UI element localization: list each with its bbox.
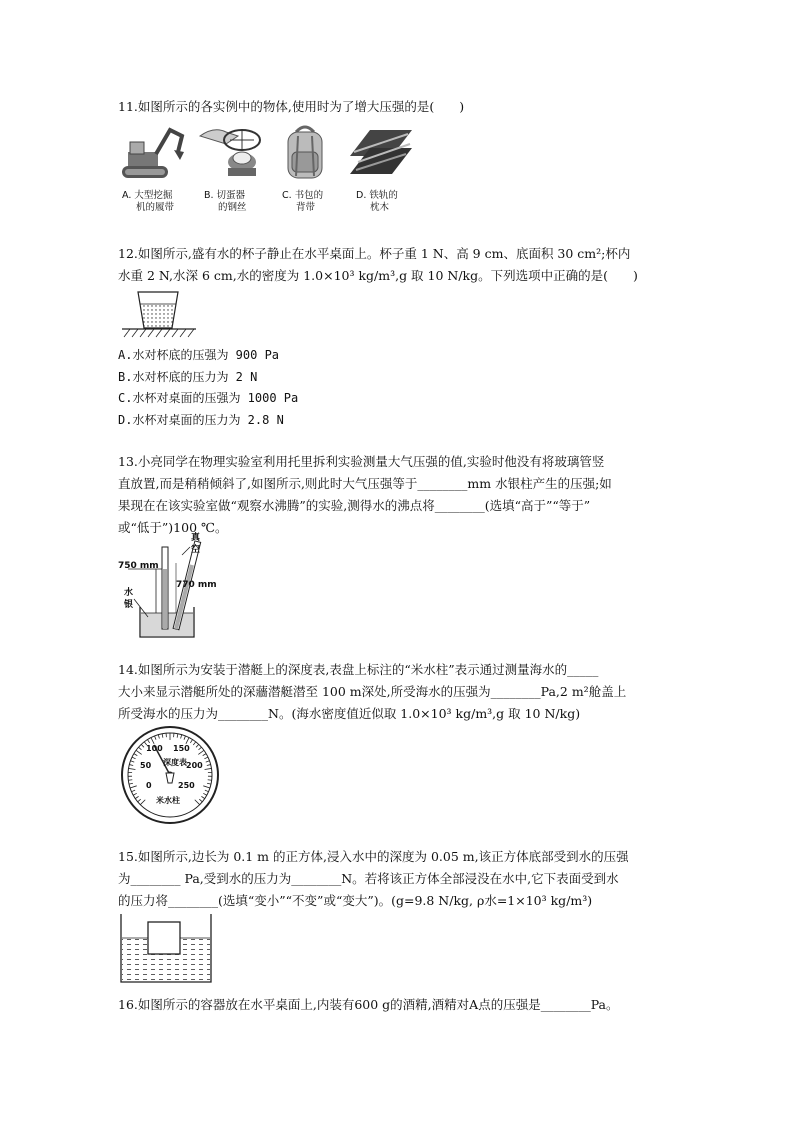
q15-line: 为________ Pa,受到水的压力为________N。若将该正方体全部浸没在水中,它下表面受到水: [118, 871, 619, 886]
gauge-tick-50: 50: [140, 761, 152, 770]
caption-line: C. 书包的: [282, 190, 324, 201]
q11-text: 11.如图所示的各实例中的物体,使用时为了增大压强的是( ): [118, 99, 465, 114]
q14-line: 14.如图所示为安装于潜艇上的深度表,表盘上标注的“米水柱”表示通过测量海水的_____: [118, 662, 599, 677]
gauge-tick-250: 250: [178, 781, 195, 790]
q12-text: [118, 243, 688, 287]
q12-option-c: C.水杯对桌面的压强为 1000 Pa: [118, 391, 299, 405]
gauge-unit-label: 米水柱: [156, 796, 180, 805]
q12-option-d: D.水杯对桌面的压力为 2.8 N: [118, 413, 284, 427]
q13-line: 13.小亮同学在物理实验室利用托里拆利实验测量大气压强的值,实验时他没有将玻璃管竖: [118, 454, 605, 469]
q14-line: 大小来显示潜艇所处的深蘠潜艇潜至 100 m深处,所受海水的压强为________Pa,2 m²舱盖上: [118, 684, 627, 699]
railway-sleepers-figure: [350, 126, 412, 182]
q13-line: 直放置,而是稍稍倾斜了,如图所示,则此时大气压强等于________mm 水银柱产生的压强;如: [118, 476, 612, 491]
q12-option-b: B.水对杯底的压力为 2 N: [118, 370, 258, 384]
egg-slicer-figure: [196, 122, 266, 184]
caption-line: 枕木: [370, 202, 390, 213]
q13-line: 果现在在该实验室做“观察水沸腾”的实验,测得水的沸点将________(选填“高于”“等于”: [118, 498, 591, 513]
mercury-label-2: 银: [124, 600, 134, 610]
caption-line: 的钢丝: [218, 202, 247, 213]
q14-line: 所受海水的压力为________N。(海水密度值近似取 1.0×10³ kg/m³,g 取 10 N/kg): [118, 706, 581, 721]
height-750-label: 750 mm: [118, 561, 159, 571]
caption-line: 背带: [296, 202, 316, 213]
caption-line: A. 大型挖掘: [122, 190, 173, 201]
q11-caption-c: [282, 190, 323, 214]
q13-line: 或“低于”)100 ℃。: [118, 520, 228, 535]
q16-text: 16.如图所示的容器放在水平桌面上,内装有600 g的酒精,酒精对A点的压强是________Pa。: [118, 997, 619, 1012]
gauge-tick-0: 0: [146, 781, 152, 790]
q15-line: 的压力将________(选填“变小”“不变”或“变大”)。(g=9.8 N/kg, ρ水=1×10³ kg/m³): [118, 893, 593, 908]
gauge-tick-200: 200: [186, 761, 203, 770]
backpack-figure: [280, 122, 330, 184]
cube-in-water-figure: [118, 912, 214, 984]
depth-gauge-figure: [120, 725, 220, 825]
q15-line: 15.如图所示,边长为 0.1 m 的正方体,浸入水中的深度为 0.05 m,该正方体底部受到水的压强: [118, 849, 629, 864]
gauge-tick-150: 150: [173, 744, 190, 753]
q14-text: [118, 659, 688, 725]
gauge-name-label: 深度表: [163, 758, 187, 767]
q15-text: [118, 846, 688, 912]
caption-line: B. 切蛋器: [204, 190, 246, 201]
q13-text: [118, 451, 688, 539]
water-cup-figure: [118, 288, 198, 340]
gauge-tick-mark: [128, 780, 132, 781]
caption-line: D. 铁轨的: [356, 190, 398, 201]
vacuum-label-2: 空: [191, 545, 201, 555]
q11-caption-d: [356, 190, 398, 214]
gauge-tick-100: 100: [146, 744, 163, 753]
q12-option-a: A.水对杯底的压强为 900 Pa: [118, 348, 280, 362]
q12-line: 12.如图所示,盛有水的杯子静止在水平桌面上。杯子重 1 N、高 9 cm、底面积 30 cm²;杯内: [118, 246, 631, 261]
gauge-tick-mark: [208, 780, 212, 781]
height-770-label: 770 mm: [176, 580, 217, 590]
mercury-label-1: 水: [124, 588, 134, 598]
caption-line: 机的履带: [136, 202, 175, 213]
q11-caption-a: [122, 190, 174, 214]
q12-line: 水重 2 N,水深 6 cm,水的密度为 1.0×10³ kg/m³,g 取 10 N/kg。下列选项中正确的是( ): [118, 268, 638, 283]
vacuum-label-1: 真: [191, 533, 201, 543]
excavator-figure: [118, 122, 188, 184]
q11-caption-b: [204, 190, 247, 214]
